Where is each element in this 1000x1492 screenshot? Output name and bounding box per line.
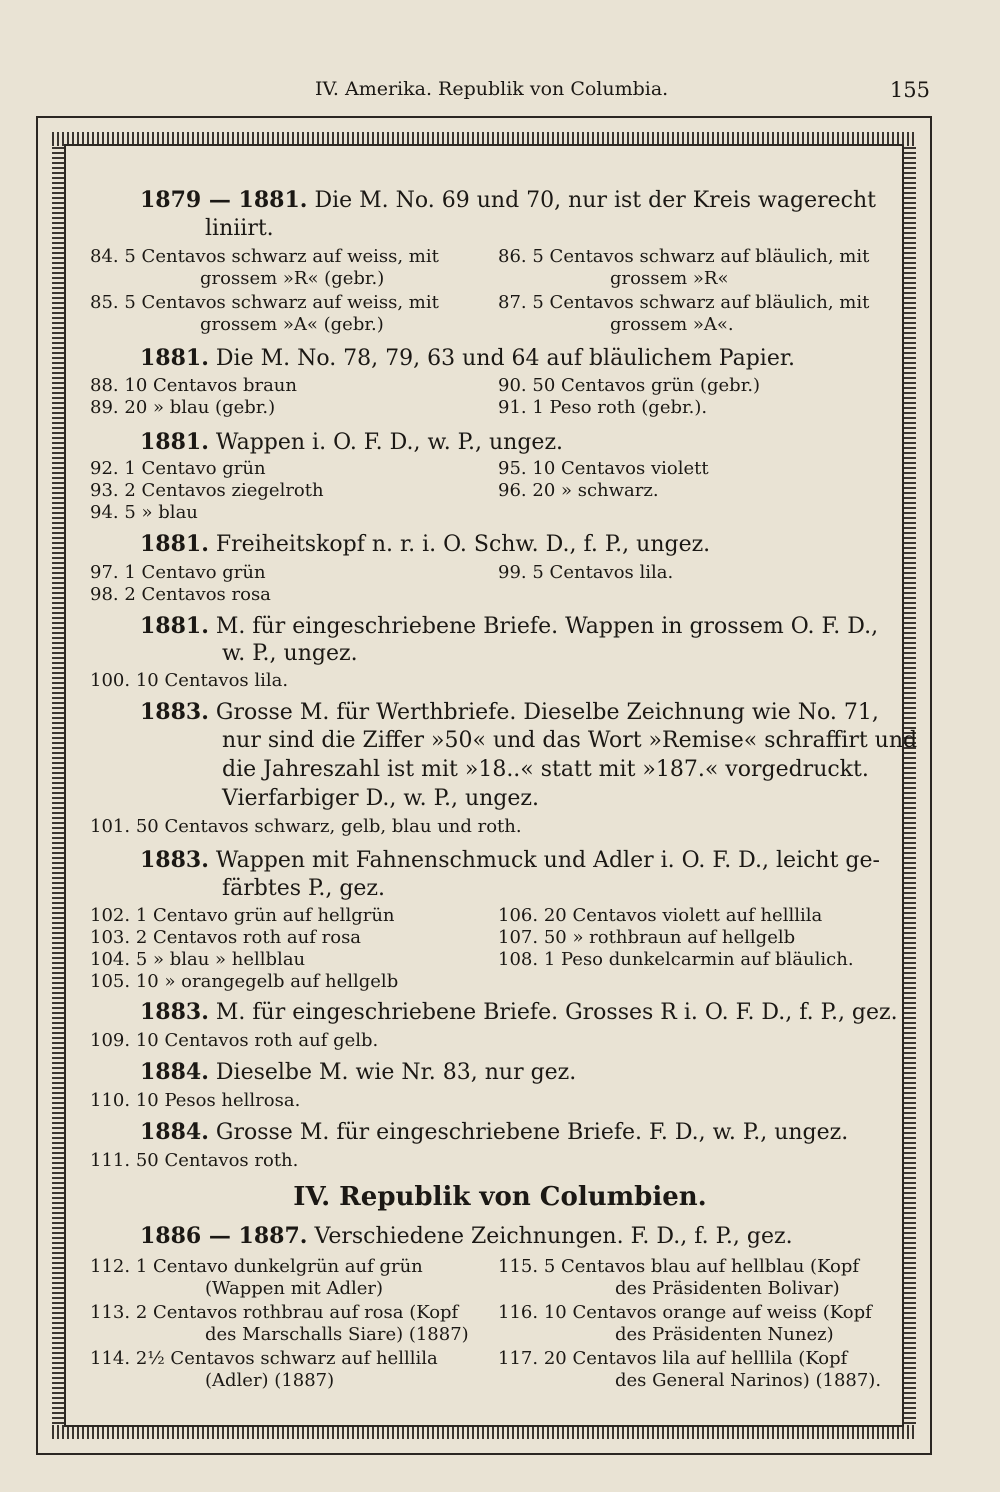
list-item [90,480,324,502]
item-text: 5 Centavos lila. [532,562,674,583]
heading-text: Die M. No. 78, 79, 63 und 64 auf bläulichem Papier. [215,346,795,371]
heading-year: 1883. [140,999,209,1025]
heading-text: Grosse M. für Werthbriefe. Dieselbe Zeichnung wie No. 71, [215,700,879,725]
item-number: 111. [90,1150,131,1171]
list-item [90,502,198,524]
list-item [90,1256,423,1278]
list-item [498,397,707,419]
item-text: 2 Centavos rothbrau auf rosa (Kopf [135,1302,459,1323]
list-item [90,1030,378,1052]
item-text: 10 Centavos violett [532,458,709,479]
list-item [90,584,271,606]
item-number: 114. [90,1348,131,1369]
section-heading [140,428,563,457]
item-text: 50 » rothbraun auf hellgelb [543,927,796,948]
item-number: 106. [498,905,539,926]
item-text: 5 Centavos schwarz auf weiss, mit [124,292,439,313]
running-title: IV. Amerika. Republik von Columbia. [315,78,669,100]
item-number: 112. [90,1256,131,1277]
heading-year: 1881. [140,531,209,557]
item-number: 104. [90,949,131,970]
list-item [90,1348,438,1370]
heading-text: Grosse M. für eingeschriebene Briefe. F. D., w. P., ungez. [215,1120,849,1145]
heading-year: 1886 — 1887. [140,1223,308,1249]
heading-year: 1883. [140,847,209,873]
item-text: 2 Centavos ziegelroth [124,480,324,501]
item-number: 86. [498,246,527,267]
item-number: 96. [498,480,527,501]
heading-text: M. für eingeschriebene Briefe. Wappen in grossem O. F. D., [215,614,879,639]
item-number: 108. [498,949,539,970]
heading-text: Verschiedene Zeichnungen. F. D., f. P., gez. [314,1224,793,1249]
page-number: 155 [889,78,930,102]
item-text: 20 » blau (gebr.) [124,397,276,418]
list-item [498,1256,859,1278]
item-continuation: (Adler) (1887) [205,1370,335,1391]
item-continuation: grossem »A«. [610,314,734,335]
heading-continuation: Vierfarbiger D., w. P., ungez. [222,786,539,811]
item-text: 50 Centavos schwarz, gelb, blau und roth. [135,816,522,837]
list-item [498,1302,872,1324]
item-text: 10 Pesos hellrosa. [135,1090,301,1111]
list-item [90,905,395,927]
chapter-heading: IV. Republik von Columbien. [293,1182,707,1212]
item-number: 93. [90,480,119,501]
item-number: 95. [498,458,527,479]
heading-text: Dieselbe M. wie Nr. 83, nur gez. [215,1060,577,1085]
list-item [90,927,361,949]
item-number: 89. [90,397,119,418]
heading-continuation: liniirt. [205,216,274,241]
item-number: 117. [498,1348,539,1369]
heading-continuation: färbtes P., gez. [222,876,386,901]
section-heading [140,846,880,875]
section-heading [140,612,878,641]
item-text: 1 Peso dunkelcarmin auf bläulich. [543,949,854,970]
item-number: 100. [90,670,131,691]
list-item [498,246,869,268]
item-number: 97. [90,562,119,583]
heading-text: Freiheitskopf n. r. i. O. Schw. D., f. P., ungez. [215,532,711,557]
item-number: 88. [90,375,119,396]
item-continuation: grossem »A« (gebr.) [200,314,384,335]
list-item [90,1302,458,1324]
heading-year: 1883. [140,699,209,725]
item-text: 1 Centavo grün [124,562,266,583]
item-continuation: des Präsidenten Nunez) [615,1324,834,1345]
section-heading [140,1222,793,1251]
heading-year: 1884. [140,1119,209,1145]
list-item [90,1150,298,1172]
item-number: 113. [90,1302,131,1323]
item-continuation: (Wappen mit Adler) [205,1278,384,1299]
item-text: 10 Centavos lila. [135,670,289,691]
item-text: 5 Centavos schwarz auf weiss, mit [124,246,439,267]
item-text: 10 » orangegelb auf hellgelb [135,971,399,992]
item-text: 5 Centavos schwarz auf bläulich, mit [532,292,870,313]
list-item [90,1090,300,1112]
item-text: 2½ Centavos schwarz auf helllila [135,1348,438,1369]
list-item [498,949,854,971]
item-number: 116. [498,1302,539,1323]
item-number: 91. [498,397,527,418]
section-heading [140,698,879,727]
item-number: 94. [90,502,119,523]
section-heading [140,998,898,1027]
item-number: 102. [90,905,131,926]
heading-year: 1881. [140,429,209,455]
list-item [498,292,869,314]
list-item [90,670,288,692]
list-item [90,949,305,971]
heading-continuation: w. P., ungez. [222,641,358,666]
list-item [498,458,709,480]
item-text: 50 Centavos grün (gebr.) [532,375,761,396]
list-item [90,562,266,584]
heading-year: 1881. [140,345,209,371]
item-text: 10 Centavos roth auf gelb. [135,1030,379,1051]
item-number: 101. [90,816,131,837]
section-heading [140,344,795,373]
heading-text: Wappen i. O. F. D., w. P., ungez. [215,430,564,455]
item-text: 10 Centavos orange auf weiss (Kopf [543,1302,872,1323]
heading-text: Wappen mit Fahnenschmuck und Adler i. O. F. D., leicht ge- [215,848,880,873]
list-item [90,458,266,480]
item-text: 1 Centavo dunkelgrün auf grün [135,1256,423,1277]
item-text: 1 Centavo grün auf hellgrün [135,905,395,926]
item-number: 90. [498,375,527,396]
list-item [90,246,439,268]
list-item [90,816,522,838]
list-item [90,292,439,314]
item-continuation: grossem »R« [610,268,729,289]
item-continuation: des Präsidenten Bolivar) [615,1278,840,1299]
list-item [498,480,659,502]
heading-year: 1884. [140,1059,209,1085]
heading-text: M. für eingeschriebene Briefe. Grosses R i. O. F. D., f. P., gez. [215,1000,898,1025]
section-heading [140,1118,848,1147]
list-item [90,971,398,993]
item-number: 85. [90,292,119,313]
item-number: 107. [498,927,539,948]
item-continuation: des General Narinos) (1887). [615,1370,882,1391]
item-number: 105. [90,971,131,992]
item-number: 84. [90,246,119,267]
list-item [498,927,795,949]
item-text: 20 Centavos violett auf helllila [543,905,823,926]
item-text: 2 Centavos rosa [124,584,271,605]
item-text: 2 Centavos roth auf rosa [135,927,362,948]
item-number: 99. [498,562,527,583]
item-number: 87. [498,292,527,313]
item-text: 1 Peso roth (gebr.). [532,397,708,418]
item-number: 92. [90,458,119,479]
list-item [498,562,673,584]
item-text: 50 Centavos roth. [135,1150,299,1171]
item-number: 98. [90,584,119,605]
section-heading [140,530,710,559]
list-item [498,375,760,397]
list-item [498,905,822,927]
item-text: 20 » schwarz. [532,480,659,501]
item-continuation: grossem »R« (gebr.) [200,268,385,289]
item-number: 109. [90,1030,131,1051]
heading-year: 1879 — 1881. [140,187,308,213]
heading-year: 1881. [140,613,209,639]
heading-continuation: die Jahreszahl ist mit »18..« statt mit »187.« vorgedruckt. [222,757,869,782]
heading-continuation: nur sind die Ziffer »50« und das Wort »Remise« schraffirt und [222,728,918,753]
item-text: 1 Centavo grün [124,458,266,479]
section-heading [140,186,876,215]
list-item [90,375,297,397]
item-text: 10 Centavos braun [124,375,297,396]
item-number: 110. [90,1090,131,1111]
item-number: 103. [90,927,131,948]
list-item [90,397,275,419]
item-text: 5 » blau » hellblau [135,949,306,970]
item-continuation: des Marschalls Siare) (1887) [205,1324,469,1345]
item-text: 5 Centavos blau auf hellblau (Kopf [543,1256,860,1277]
item-text: 20 Centavos lila auf helllila (Kopf [543,1348,848,1369]
item-number: 115. [498,1256,539,1277]
list-item [498,1348,847,1370]
heading-text: Die M. No. 69 und 70, nur ist der Kreis wagerecht [314,188,876,213]
item-text: 5 » blau [124,502,198,523]
section-heading [140,1058,576,1087]
item-text: 5 Centavos schwarz auf bläulich, mit [532,246,870,267]
